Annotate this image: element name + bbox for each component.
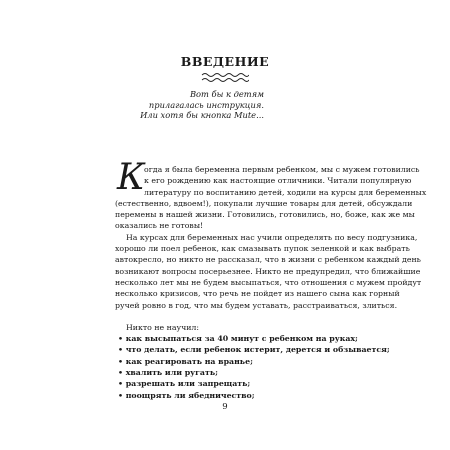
- text-line: литературу по воспитанию детей, ходили на курсы для беременных: [144, 187, 427, 197]
- page-number: 9: [222, 402, 228, 412]
- list-intro: [115, 322, 370, 333]
- text-line: перемены в нашей жизни. Готовились, готовились, но, боже, как же мы: [115, 210, 415, 220]
- text-line: ручей ровно в год, что мы будем уставать, расстраиваться, злиться.: [115, 300, 398, 310]
- epigraph: [140, 89, 264, 121]
- text-line: к его рождению как настоящие отличники. Читали популярную: [144, 176, 412, 186]
- text-line: автокресло, но никто не рассказал, что в жизни с ребенком каждый день: [115, 255, 421, 265]
- text-line: (естественно, вдвоем!), покупали лучшие товары для детей, обсуждали: [115, 198, 413, 208]
- list-item: • поощрять ли ябедничество;: [118, 390, 255, 400]
- text-line: несколько кризисов, что речь не пойдет из нашего сына как горный: [115, 289, 400, 299]
- list-item: • разрешать или запрещать;: [118, 379, 251, 389]
- epigraph-line: Или хотя бы кнопка Mute...: [140, 110, 264, 120]
- list-item: • как высыпаться за 40 минут с ребенком на руках;: [118, 334, 358, 344]
- paragraph-1: [115, 157, 427, 232]
- text-line: хорошо ли поел ребенок, как смазывать пупок зеленкой и как выбрать: [115, 244, 410, 254]
- chapter-heading: ВВЕДЕНИЕ: [180, 54, 270, 69]
- text-line: На курсах для беременных нас учили определять по весу подгузника,: [126, 232, 418, 242]
- list-item: • хвалить или ругать;: [118, 368, 218, 378]
- text-line: возникают вопросы посерьезнее. Никто не предупредил, что ближайшие: [115, 266, 421, 276]
- bullet-list: [115, 333, 390, 401]
- epigraph-line: прилагалась инструкция.: [148, 99, 264, 110]
- epigraph-line: Вот бы к детям: [189, 89, 264, 99]
- list-intro-text: Никто не научил:: [126, 322, 200, 332]
- text-line: оказались не готовы!: [115, 221, 204, 231]
- list-item: • как реагировать на вранье;: [118, 356, 253, 366]
- drop-cap: К: [117, 157, 145, 198]
- paragraph-2: [115, 232, 422, 311]
- body-text: [115, 157, 427, 401]
- text-line: несколько лет мы не будем высыпаться, что отношения с мужем пройдут: [115, 277, 422, 287]
- wave-ornament-icon: [201, 72, 249, 84]
- list-item: • что делать, если ребенок истерит, дерется и обзывается;: [118, 345, 390, 355]
- text-line: огда я была беременна первым ребенком, мы с мужем готовились: [144, 165, 420, 174]
